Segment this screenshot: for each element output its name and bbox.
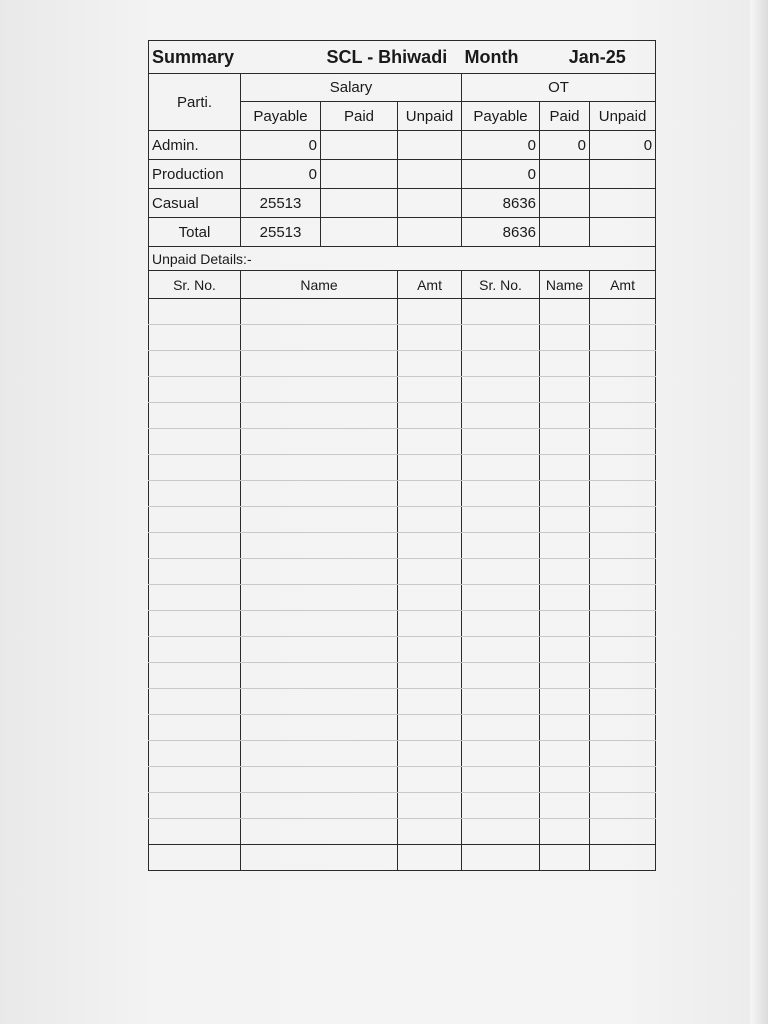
blank-cell bbox=[462, 455, 540, 481]
blank-cell bbox=[540, 507, 590, 533]
blank-cell bbox=[590, 793, 656, 819]
unpaid-blank-row bbox=[149, 299, 656, 325]
blank-cell bbox=[149, 533, 241, 559]
blank-cell bbox=[590, 507, 656, 533]
blank-cell bbox=[590, 377, 656, 403]
blank-cell bbox=[462, 585, 540, 611]
blank-cell bbox=[590, 429, 656, 455]
unpaid-amt-header: Amt bbox=[590, 271, 656, 299]
table-row bbox=[149, 131, 656, 160]
blank-cell bbox=[462, 663, 540, 689]
blank-cell bbox=[398, 819, 462, 845]
blank-cell bbox=[540, 819, 590, 845]
location-label: SCL - Bhiwadi bbox=[321, 41, 462, 74]
blank-cell bbox=[590, 559, 656, 585]
blank-cell bbox=[241, 793, 398, 819]
salary-paid-cell bbox=[321, 189, 398, 218]
table-row bbox=[149, 160, 656, 189]
blank-cell bbox=[540, 429, 590, 455]
blank-cell bbox=[540, 299, 590, 325]
ot-payable-header: Payable bbox=[462, 102, 540, 131]
total-row bbox=[149, 218, 656, 247]
blank-cell bbox=[462, 377, 540, 403]
row-label: Production bbox=[149, 160, 241, 189]
blank-cell bbox=[241, 559, 398, 585]
blank-cell bbox=[540, 351, 590, 377]
unpaid-blank-row bbox=[149, 689, 656, 715]
salary-paid-cell bbox=[321, 160, 398, 189]
blank-cell bbox=[149, 845, 241, 871]
ot-unpaid-cell bbox=[590, 189, 656, 218]
blank-cell bbox=[149, 741, 241, 767]
salary-payable-cell: 0 bbox=[241, 160, 321, 189]
unpaid-blank-row bbox=[149, 741, 656, 767]
blank-cell bbox=[149, 325, 241, 351]
blank-cell bbox=[462, 741, 540, 767]
ot-unpaid-cell bbox=[590, 218, 656, 247]
blank-cell bbox=[241, 351, 398, 377]
unpaid-blank-row bbox=[149, 507, 656, 533]
blank-cell bbox=[149, 689, 241, 715]
blank-cell bbox=[462, 533, 540, 559]
group-header-row bbox=[149, 74, 656, 102]
blank-cell bbox=[241, 689, 398, 715]
blank-cell bbox=[398, 351, 462, 377]
unpaid-blank-row bbox=[149, 663, 656, 689]
blank-cell bbox=[590, 325, 656, 351]
blank-cell bbox=[590, 663, 656, 689]
blank-cell bbox=[462, 637, 540, 663]
blank-cell bbox=[398, 429, 462, 455]
blank-cell bbox=[462, 793, 540, 819]
salary-unpaid-cell bbox=[398, 131, 462, 160]
blank-cell bbox=[241, 741, 398, 767]
unpaid-blank-row bbox=[149, 429, 656, 455]
unpaid-blank-row bbox=[149, 351, 656, 377]
blank-cell bbox=[398, 325, 462, 351]
blank-cell bbox=[398, 611, 462, 637]
blank-cell bbox=[540, 403, 590, 429]
blank-cell bbox=[149, 455, 241, 481]
blank-cell bbox=[149, 819, 241, 845]
blank-cell bbox=[241, 819, 398, 845]
blank-cell bbox=[590, 299, 656, 325]
blank-cell bbox=[590, 689, 656, 715]
blank-cell bbox=[149, 793, 241, 819]
blank-cell bbox=[149, 481, 241, 507]
unpaid-blank-row bbox=[149, 403, 656, 429]
unpaid-amt-header: Amt bbox=[398, 271, 462, 299]
salary-payable-header: Payable bbox=[241, 102, 321, 131]
blank-cell bbox=[398, 559, 462, 585]
blank-cell bbox=[149, 559, 241, 585]
blank-cell bbox=[462, 325, 540, 351]
blank-cell bbox=[398, 793, 462, 819]
blank-cell bbox=[149, 351, 241, 377]
blank-cell bbox=[590, 481, 656, 507]
blank-cell bbox=[241, 715, 398, 741]
blank-cell bbox=[398, 403, 462, 429]
salary-payable-cell: 25513 bbox=[241, 189, 321, 218]
blank-cell bbox=[241, 403, 398, 429]
blank-cell bbox=[590, 637, 656, 663]
blank-cell bbox=[540, 325, 590, 351]
blank-cell bbox=[398, 715, 462, 741]
ot-group-header: OT bbox=[462, 74, 656, 102]
blank-cell bbox=[149, 585, 241, 611]
blank-cell bbox=[398, 455, 462, 481]
parti-header: Parti. bbox=[149, 74, 241, 131]
blank-cell bbox=[462, 559, 540, 585]
unpaid-details-title: Unpaid Details:- bbox=[149, 247, 656, 271]
title-row bbox=[149, 41, 656, 74]
blank-cell bbox=[540, 377, 590, 403]
blank-cell bbox=[590, 351, 656, 377]
unpaid-blank-row bbox=[149, 637, 656, 663]
unpaid-blank-row bbox=[149, 715, 656, 741]
unpaid-blank-row bbox=[149, 819, 656, 845]
blank-cell bbox=[398, 299, 462, 325]
unpaid-blank-row bbox=[149, 793, 656, 819]
blank-cell bbox=[590, 741, 656, 767]
unpaid-srno-header: Sr. No. bbox=[149, 271, 241, 299]
blank-cell bbox=[462, 481, 540, 507]
salary-group-header: Salary bbox=[241, 74, 462, 102]
salary-paid-header: Paid bbox=[321, 102, 398, 131]
blank-cell bbox=[149, 507, 241, 533]
blank-cell bbox=[241, 585, 398, 611]
unpaid-blank-row bbox=[149, 559, 656, 585]
salary-payable-cell: 25513 bbox=[241, 218, 321, 247]
salary-paid-cell bbox=[321, 218, 398, 247]
blank-cell bbox=[241, 325, 398, 351]
blank-cell bbox=[398, 637, 462, 663]
blank-cell bbox=[149, 767, 241, 793]
blank-cell bbox=[398, 663, 462, 689]
row-label: Total bbox=[149, 218, 241, 247]
blank-cell bbox=[590, 533, 656, 559]
blank-cell bbox=[241, 481, 398, 507]
blank-cell bbox=[540, 741, 590, 767]
unpaid-blank-row bbox=[149, 455, 656, 481]
salary-unpaid-header: Unpaid bbox=[398, 102, 462, 131]
blank-cell bbox=[241, 767, 398, 793]
blank-cell bbox=[540, 455, 590, 481]
salary-unpaid-cell bbox=[398, 189, 462, 218]
unpaid-blank-row bbox=[149, 585, 656, 611]
ot-unpaid-cell bbox=[590, 160, 656, 189]
ot-paid-cell bbox=[540, 189, 590, 218]
blank-cell bbox=[590, 845, 656, 871]
unpaid-name-header: Name bbox=[540, 271, 590, 299]
blank-cell bbox=[540, 689, 590, 715]
unpaid-blank-row bbox=[149, 481, 656, 507]
blank-cell bbox=[540, 585, 590, 611]
blank-cell bbox=[462, 715, 540, 741]
blank-cell bbox=[540, 611, 590, 637]
blank-cell bbox=[590, 715, 656, 741]
blank-cell bbox=[398, 689, 462, 715]
blank-cell bbox=[241, 429, 398, 455]
blank-cell bbox=[462, 403, 540, 429]
unpaid-details-row bbox=[149, 247, 656, 271]
ot-paid-cell bbox=[540, 160, 590, 189]
blank-cell bbox=[540, 663, 590, 689]
unpaid-blank-row bbox=[149, 325, 656, 351]
row-label: Admin. bbox=[149, 131, 241, 160]
blank-cell bbox=[149, 403, 241, 429]
blank-cell bbox=[241, 533, 398, 559]
summary-label: Summary bbox=[149, 41, 321, 74]
month-value: Jan-25 bbox=[540, 41, 656, 74]
blank-cell bbox=[540, 793, 590, 819]
blank-cell bbox=[540, 481, 590, 507]
ot-payable-cell: 8636 bbox=[462, 218, 540, 247]
blank-cell bbox=[590, 819, 656, 845]
ot-unpaid-cell: 0 bbox=[590, 131, 656, 160]
blank-cell bbox=[149, 299, 241, 325]
unpaid-header-row bbox=[149, 271, 656, 299]
blank-cell bbox=[241, 299, 398, 325]
unpaid-srno-header: Sr. No. bbox=[462, 271, 540, 299]
page-edge bbox=[750, 0, 768, 1024]
blank-cell bbox=[398, 741, 462, 767]
unpaid-blank-row bbox=[149, 611, 656, 637]
blank-cell bbox=[398, 377, 462, 403]
blank-cell bbox=[149, 715, 241, 741]
blank-cell bbox=[590, 611, 656, 637]
blank-cell bbox=[462, 767, 540, 793]
ot-paid-cell bbox=[540, 218, 590, 247]
ot-paid-header: Paid bbox=[540, 102, 590, 131]
blank-cell bbox=[398, 767, 462, 793]
blank-cell bbox=[241, 507, 398, 533]
blank-cell bbox=[241, 637, 398, 663]
blank-cell bbox=[540, 767, 590, 793]
ot-payable-cell: 8636 bbox=[462, 189, 540, 218]
salary-unpaid-cell bbox=[398, 160, 462, 189]
ot-paid-cell: 0 bbox=[540, 131, 590, 160]
blank-cell bbox=[462, 845, 540, 871]
blank-cell bbox=[149, 429, 241, 455]
unpaid-footer-row bbox=[149, 845, 656, 871]
month-label: Month bbox=[462, 41, 540, 74]
blank-cell bbox=[241, 663, 398, 689]
blank-cell bbox=[462, 689, 540, 715]
blank-cell bbox=[590, 455, 656, 481]
ot-payable-cell: 0 bbox=[462, 131, 540, 160]
blank-cell bbox=[149, 611, 241, 637]
blank-cell bbox=[241, 377, 398, 403]
blank-cell bbox=[398, 533, 462, 559]
table-row bbox=[149, 189, 656, 218]
blank-cell bbox=[462, 429, 540, 455]
salary-unpaid-cell bbox=[398, 218, 462, 247]
blank-cell bbox=[462, 351, 540, 377]
ot-unpaid-header: Unpaid bbox=[590, 102, 656, 131]
blank-cell bbox=[398, 845, 462, 871]
blank-cell bbox=[462, 611, 540, 637]
blank-cell bbox=[590, 585, 656, 611]
salary-payable-cell: 0 bbox=[241, 131, 321, 160]
blank-cell bbox=[462, 507, 540, 533]
blank-cell bbox=[540, 715, 590, 741]
blank-cell bbox=[540, 559, 590, 585]
unpaid-blank-row bbox=[149, 767, 656, 793]
blank-cell bbox=[241, 611, 398, 637]
blank-cell bbox=[149, 377, 241, 403]
unpaid-name-header: Name bbox=[241, 271, 398, 299]
blank-cell bbox=[398, 481, 462, 507]
unpaid-blank-row bbox=[149, 533, 656, 559]
blank-cell bbox=[241, 845, 398, 871]
blank-cell bbox=[540, 533, 590, 559]
blank-cell bbox=[462, 819, 540, 845]
blank-cell bbox=[540, 845, 590, 871]
row-label: Casual bbox=[149, 189, 241, 218]
unpaid-blank-row bbox=[149, 377, 656, 403]
salary-paid-cell bbox=[321, 131, 398, 160]
blank-cell bbox=[149, 663, 241, 689]
blank-cell bbox=[241, 455, 398, 481]
unpaid-blank-rows bbox=[149, 299, 656, 845]
blank-cell bbox=[398, 585, 462, 611]
blank-cell bbox=[149, 637, 241, 663]
ot-payable-cell: 0 bbox=[462, 160, 540, 189]
blank-cell bbox=[540, 637, 590, 663]
summary-table bbox=[148, 40, 656, 871]
blank-cell bbox=[398, 507, 462, 533]
blank-cell bbox=[462, 299, 540, 325]
blank-cell bbox=[590, 767, 656, 793]
blank-cell bbox=[590, 403, 656, 429]
